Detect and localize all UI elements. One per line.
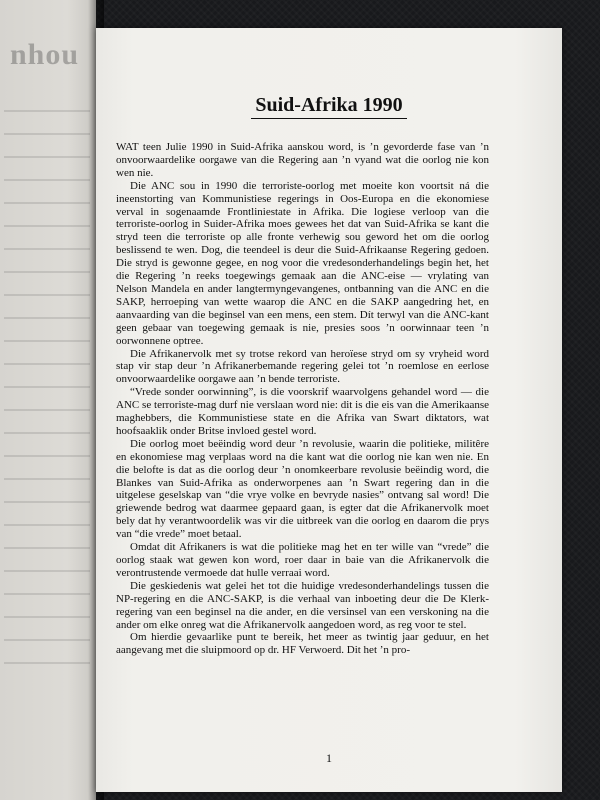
paragraph: Die ANC sou in 1990 die terroriste-oorlog met moeite kon voortsit ná die ineenstorting van Kommunistiese regerings in Oos-Europa en die ekonomiese verval in sogenaamde Frontliniestate in Afrika. Die logiese verloop van die terroriste-oorlog in Suider-Afrika moes gewees het dat van Suid-Afrika se kant die stryd teen die terroriste op alle fronte verhewig sou geword het om die oorlog beslissend te wen. Dog, die teendeel is deur die Suid-Afrikaanse Regering gedoen. Die stryd is gewonne gegee, en nog voor die vredesonderhandelings begin het, het die Regering ’n reeks toegewings gemaak aan die ANC-eise — vrylating van Nelson Mandela en ander langtermyngevangenes, ontbanning van die ANC en die SAKP, herroeping van wette waarop die ANC en die SAKP aangedring het, en aanvaarding van die beginsel van een mens, een stem. Dít terwyl van die ANC-kant geen gebaar van toegewing gemaak is nie, presies soos ’n oorwinnaar teen ’n oorwonnene optree. (116, 179, 489, 347)
paragraph: WAT teen Julie 1990 in Suid-Afrika aanskou word, is ’n gevorderde fase van ’n onvoorwaardelike oorgawe van die Regering aan ’n vyand wat die oorlog nie kon wen nie. (116, 141, 489, 179)
paragraph: Omdat dit Afrikaners is wat die politieke mag het en ter wille van “vrede” die oorlog staak wat gewen kon word, roer daar in baie van die Afrikanervolk die verontrustende vermoede dat hulle verraai word. (116, 541, 489, 579)
paragraph: “Vrede sonder oorwinning”, is die voorskrif waarvolgens gehandel word — die ANC se terroriste-mag durf nie verslaan word nie: dit is die eis van die Amerikaanse maghebbers, die Kommunistiese state en die Afrika van Swart diktators, wat hoofsaaklik onder Britse invloed gestel word. (116, 386, 489, 437)
paragraph: Die geskiedenis wat gelei het tot die huidige vredesonderhandelings tussen die NP-regering en die ANC-SAKP, is die verhaal van inboeting deur die De Klerk-regering van een beginsel na die ander, en die versinsel van een verskoning na die ander om elke onreg wat die Afrikanervolk aangedoen word, as reg voor te stel. (116, 579, 489, 631)
chapter-title-text: Suid-Afrika 1990 (251, 94, 406, 119)
body-text (116, 141, 489, 657)
book-page (96, 28, 562, 792)
paragraph: Die Afrikanervolk met sy trotse rekord van heroïese stryd om sy vryheid word stap vir stap deur ’n Afrikanerbemande regering gelei tot ’n roemlose en eerlose onvoorwaardelike oorgawe aan ’n bende terroriste. (116, 347, 489, 386)
page-number: 1 (326, 751, 332, 765)
chapter-title (96, 94, 562, 119)
paragraph: Om hierdie gevaarlike punt te bereik, het meer as twintig jaar geduur, en het aangevang met die sluipmoord op dr. HF Verwoerd. Dit het ’n pro- (116, 631, 489, 657)
left-facing-page (0, 0, 96, 800)
left-page-text-lines (4, 110, 90, 670)
paragraph: Die oorlog moet beëindig word deur ’n revolusie, waarin die politieke, militêre en ekonomiese mag verplaas word na die kant wat die oorlog nie kan wen nie. En die belofte is dat as die oorlog deur ’n onomkeerbare revolusie beëindig word, die Blankes van Suid-Afrika as onderworpenes aan ’n Swart regering dan in die uitgelese geselskap van “die vrye volke en bevryde nasies” ontvang sal word! Die griewende bedrog wat daarmee gepaard gaan, is egter dat die Afrikanervolk moet bely dat hy verantwoordelik was vir die uitbreek van die oorlog en daarom die prys van “die vrede” moet betaal. (116, 437, 489, 541)
left-page-heading-fragment: nhou (10, 38, 80, 71)
